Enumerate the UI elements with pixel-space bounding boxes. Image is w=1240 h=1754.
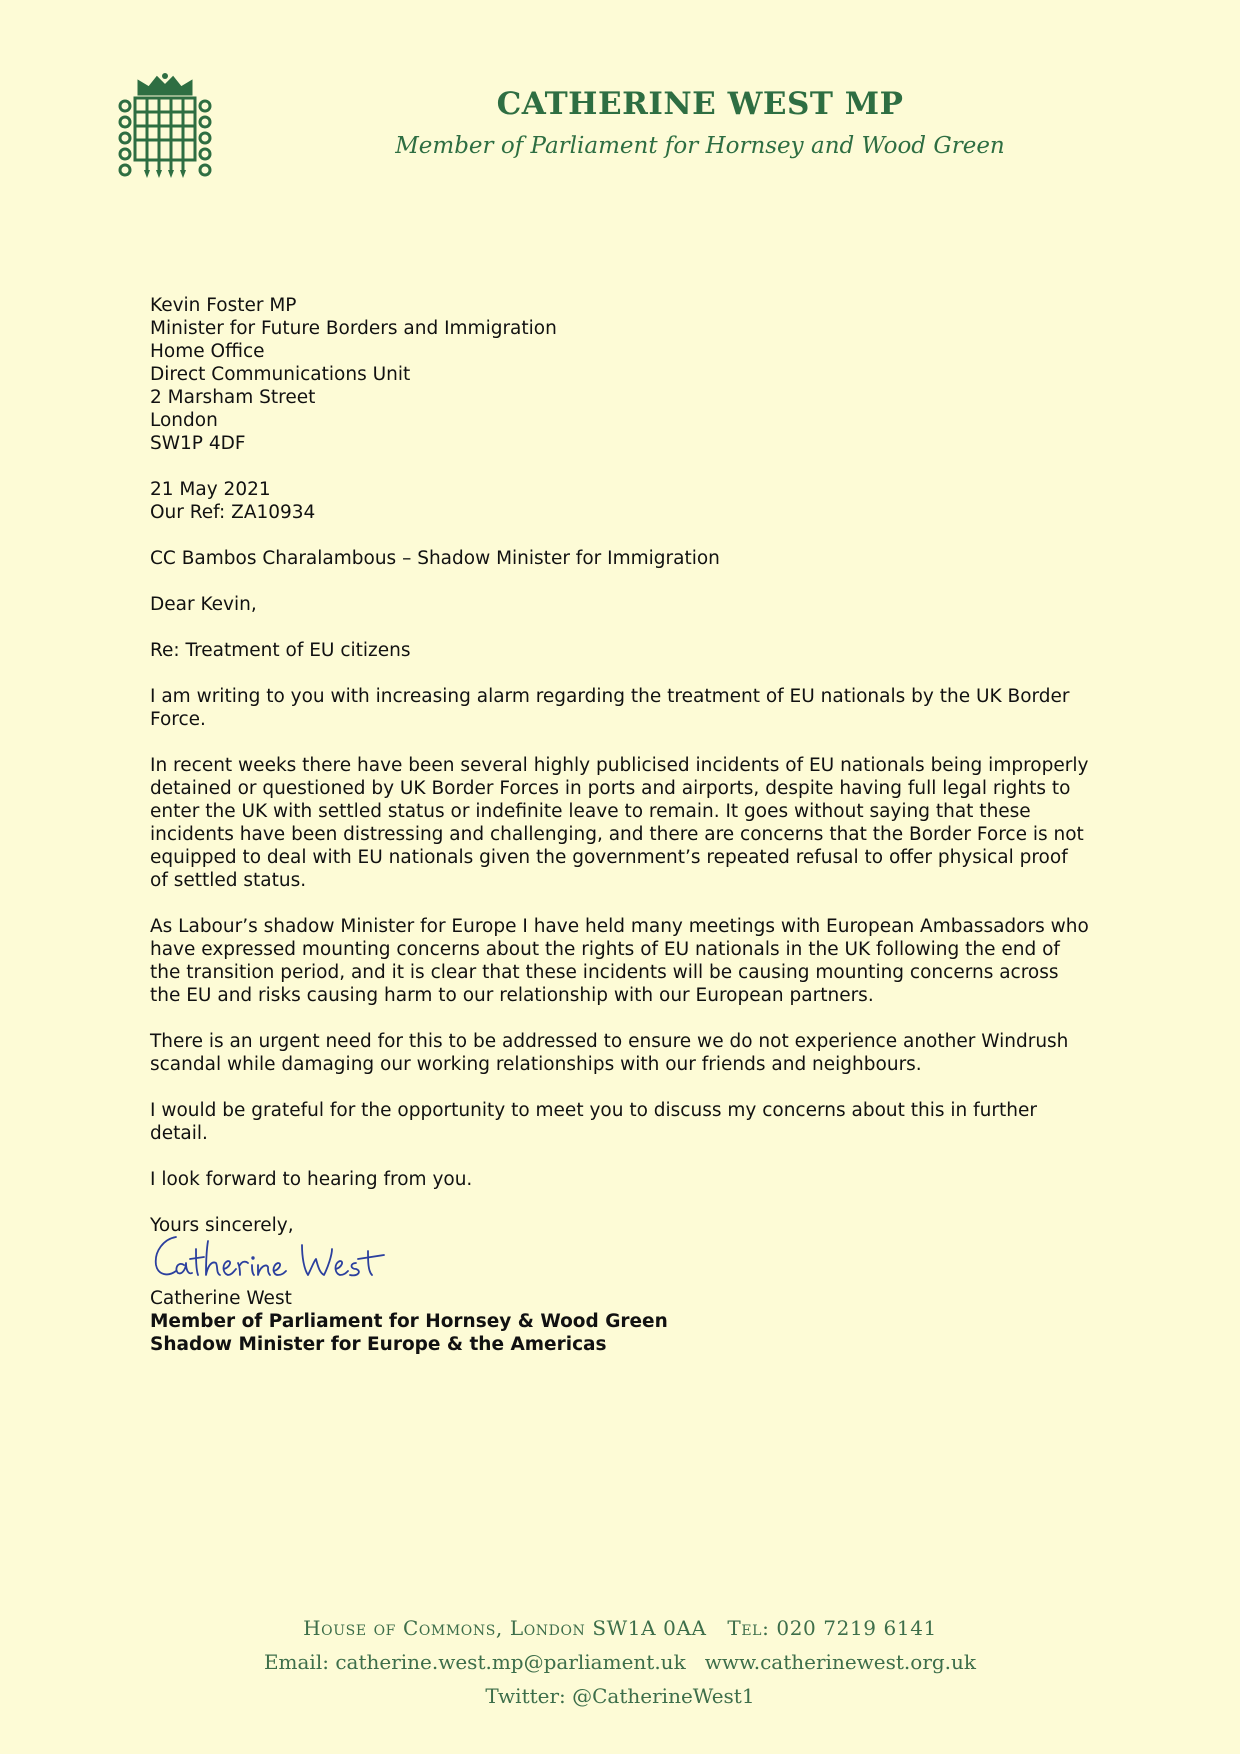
handwritten-signature [150, 1231, 410, 1287]
body-paragraph: I would be grateful for the opportunity to meet you to discuss my concerns about this in further detail. [150, 1100, 1037, 1144]
address-line: Direct Communications Unit [150, 364, 411, 385]
recipient-address [150, 294, 1090, 455]
footer-address: House of Commons, London SW1A 0AA [303, 1616, 707, 1640]
body-paragraph: There is an urgent need for this to be addressed to ensure we do not experience another Windrush scandal while damaging our working relationships with our friends and neighbours. [150, 1031, 1069, 1075]
footer-email[interactable]: Email: catherine.west.mp@parliament.uk [263, 1650, 686, 1674]
address-line: 2 Marsham Street [150, 387, 316, 408]
body-paragraph: In recent weeks there have been several highly publicised incidents of EU nationals being improperly detained or questioned by UK Border Forces in ports and airports, despite having full legal rights to enter the UK with settled status or indefinite leave to remain. It goes without saying that these incidents have been distressing and challenging, and there are concerns that the Border Force is not equipped to deal with EU nationals given the government’s repeated refusal to offer physical proof of settled status. [150, 755, 1089, 891]
body-paragraph: I look forward to hearing from you. [150, 1169, 473, 1190]
constituency-subheading: Member of Parliament for Hornsey and Wood Green [395, 133, 1005, 159]
cc-line: CC Bambos Charalambous – Shadow Minister for Immigration [150, 548, 720, 569]
subject-line: Re: Treatment of EU citizens [150, 640, 411, 661]
footer-telephone: Tel: 020 7219 6141 [727, 1616, 937, 1640]
footer-address-line [200, 1616, 1040, 1640]
signatory-title: Member of Parliament for Hornsey & Wood Green [150, 1311, 668, 1332]
signatory-role: Shadow Minister for Europe & the Americas [150, 1334, 607, 1355]
footer-contact-line [200, 1650, 1040, 1674]
body-paragraph: As Labour’s shadow Minister for Europe I have held many meetings with European Ambassadors who have expressed mounting concerns about the rights of EU nationals in the UK following the end of the transition period, and it is clear that these incidents will be causing mounting concerns across the EU and risks causing harm to our relationship with our European partners. [150, 916, 1089, 1006]
salutation: Dear Kevin, [150, 594, 257, 615]
body-paragraph: I am writing to you with increasing alarm regarding the treatment of EU nationals by the UK Border Force. [150, 686, 1070, 730]
address-line: Kevin Foster MP [150, 295, 297, 316]
address-line: SW1P 4DF [150, 433, 246, 454]
letter-reference: Our Ref: ZA10934 [150, 502, 316, 523]
mp-name-heading: CATHERINE WEST MP [496, 86, 904, 122]
portcullis-icon [117, 72, 213, 182]
signatory-name: Catherine West [150, 1288, 292, 1309]
address-line: Minister for Future Borders and Immigration [150, 318, 557, 339]
letter-date: 21 May 2021 [150, 479, 271, 500]
closing: Yours sincerely, [150, 1215, 294, 1236]
letter-body [150, 294, 1090, 1356]
address-line: Home Office [150, 341, 265, 362]
date-and-reference [150, 478, 1090, 524]
address-line: London [150, 410, 218, 431]
footer-twitter[interactable]: Twitter: @CatherineWest1 [485, 1684, 755, 1708]
footer-website[interactable]: www.catherinewest.org.uk [704, 1650, 977, 1674]
